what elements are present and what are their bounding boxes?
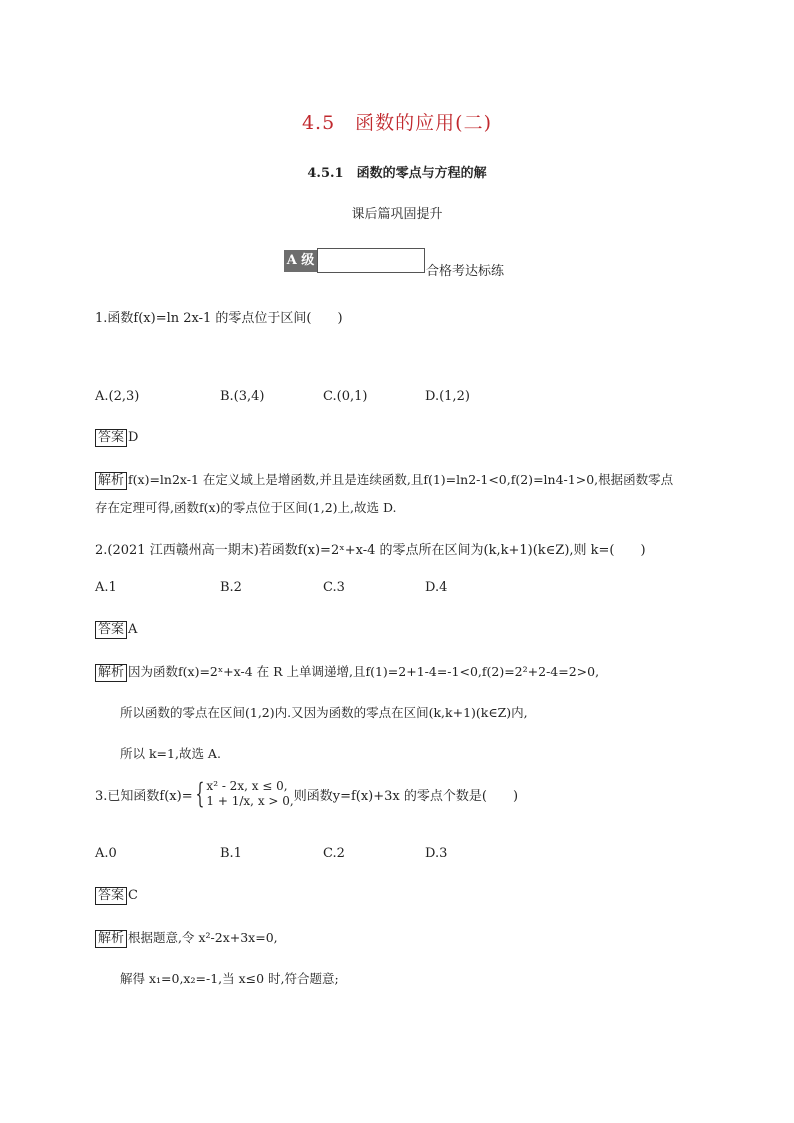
q3-explanation-text: 根据题意,令 x²-2x+3x=0, [128,930,278,945]
q3-option-d: D.3 [425,846,448,861]
q3-case-1: x² - 2x, x ≤ 0, [206,779,288,793]
q1-explanation-line-2: 存在定理可得,函数f(x)的零点位于区间(1,2)上,故选 D. [95,500,397,515]
answer-label: 答案 [95,429,127,447]
q2-option-d: D.4 [425,580,448,595]
level-text: 合格考达标练 [426,264,505,279]
q3-option-c: C.2 [323,846,345,861]
q1-option-c: C.(0,1) [323,389,368,404]
answer-label: 答案 [95,887,127,905]
q2-option-c: C.3 [323,580,345,595]
q2-option-a: A.1 [95,580,117,595]
question-2-stem: 2.(2021 江西赣州高一期末)若函数f(x)=2ˣ+x-4 的零点所在区间为(k,k+1)(k∈Z),则 k=( ) [95,543,646,558]
q3-option-a: A.0 [95,846,117,861]
q3-answer [95,887,138,905]
lesson-subtitle: 4.5.1 函数的零点与方程的解 [307,166,487,181]
level-badge: A 级 [284,250,317,272]
q2-option-b: B.2 [220,580,242,595]
level-blank-box [317,248,425,273]
q1-explanation-text: f(x)=ln2x-1 在定义域上是增函数,并且是连续函数,且f(1)=ln2-1<0,f(2)=ln4-1>0,根据函数零点 [128,472,674,487]
q1-answer-value: D [128,430,139,445]
brace-icon: { [195,777,204,810]
q2-explanation-line-1 [95,662,599,682]
q3-case-2: 1 + 1/x, x > 0, [206,794,294,808]
q2-explanation-line-2: 所以函数的零点在区间(1,2)内.又因为函数的零点在区间(k,k+1)(k∈Z)内, [120,705,528,720]
q3-option-b: B.1 [220,846,242,861]
question-1-stem: 1.函数f(x)=ln 2x-1 的零点位于区间( ) [95,311,343,326]
piecewise-cases [206,779,293,809]
q3-stem-prefix: 3.已知函数f(x)= [95,788,193,804]
section-heading: 课后篇巩固提升 [351,207,443,222]
q3-answer-value: C [128,888,138,903]
explanation-label: 解析 [95,664,127,682]
q2-answer [95,621,137,639]
q2-explanation-line-3: 所以 k=1,故选 A. [120,746,221,761]
q3-explanation-line-2: 解得 x₁=0,x₂=-1,当 x≤0 时,符合题意; [120,971,339,986]
q1-option-d: D.(1,2) [425,389,470,404]
q1-answer [95,429,138,447]
q3-stem-suffix: 则函数y=f(x)+3x 的零点个数是( ) [293,788,519,804]
explanation-label: 解析 [95,472,127,490]
q1-explanation-line-1 [95,470,673,490]
answer-label: 答案 [95,621,127,639]
q2-explanation-text: 因为函数f(x)=2ˣ+x-4 在 R 上单调递增,且f(1)=2+1-4=-1<0,f(2)=2²+2-4=2>0, [128,664,600,679]
q2-answer-value: A [128,622,138,637]
q1-option-b: B.(3,4) [220,389,265,404]
page-title: 4.5 函数的应用(二) [301,112,493,134]
q1-option-a: A.(2,3) [95,389,140,404]
question-3-stem [95,779,518,809]
q3-explanation-line-1 [95,928,278,948]
explanation-label: 解析 [95,930,127,948]
